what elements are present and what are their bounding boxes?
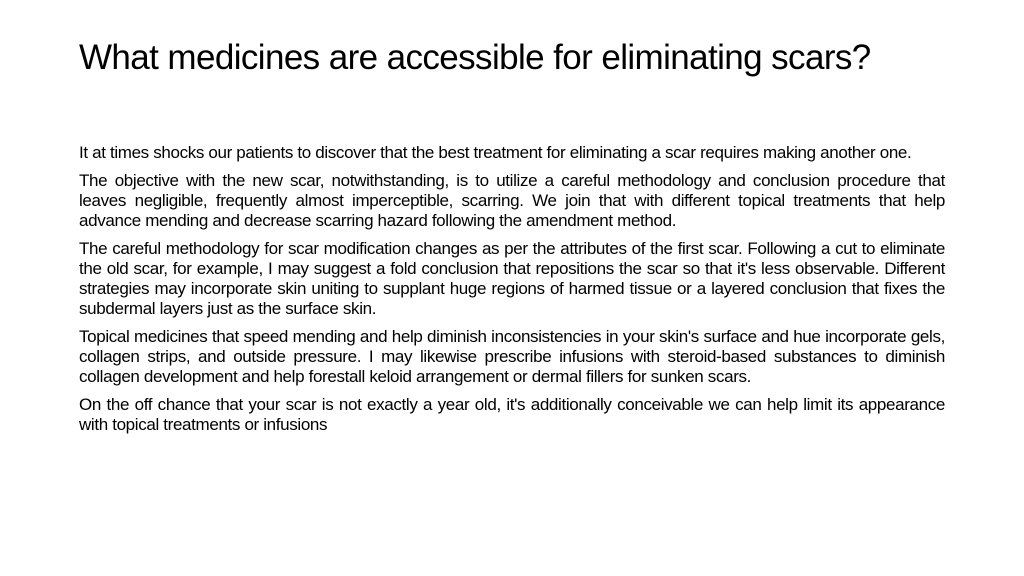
slide-title: What medicines are accessible for eliminating scars? xyxy=(79,38,871,77)
body-paragraph-3: The careful methodology for scar modification changes as per the attributes of the first scar. Following a cut to eliminate the old scar, for example, I may suggest a fold conclusion that repositions the scar so that it's less observable. Different strategies may incorporate skin uniting to supplant huge regions of harmed tissue or a layered conclusion that fixes the subdermal layers just as the surface skin. xyxy=(79,239,945,318)
body-paragraph-1: It at times shocks our patients to discover that the best treatment for eliminating a scar requires making another one. xyxy=(79,143,912,162)
body-paragraph-4: Topical medicines that speed mending and help diminish inconsistencies in your skin's surface and hue incorporate gels, collagen strips, and outside pressure. I may likewise prescribe infusions with steroid-based substances to diminish collagen development and help forestall keloid arrangement or dermal fillers for sunken scars. xyxy=(79,327,945,386)
slide-body xyxy=(79,143,945,443)
body-paragraph-2: The objective with the new scar, notwithstanding, is to utilize a careful methodology and conclusion procedure that leaves negligible, frequently almost imperceptible, scarring. We join that with different topical treatments that help advance mending and decrease scarring hazard following the amendment method. xyxy=(79,171,945,230)
body-paragraph-5: On the off chance that your scar is not exactly a year old, it's additionally conceivable we can help limit its appearance with topical treatments or infusions xyxy=(79,395,945,434)
